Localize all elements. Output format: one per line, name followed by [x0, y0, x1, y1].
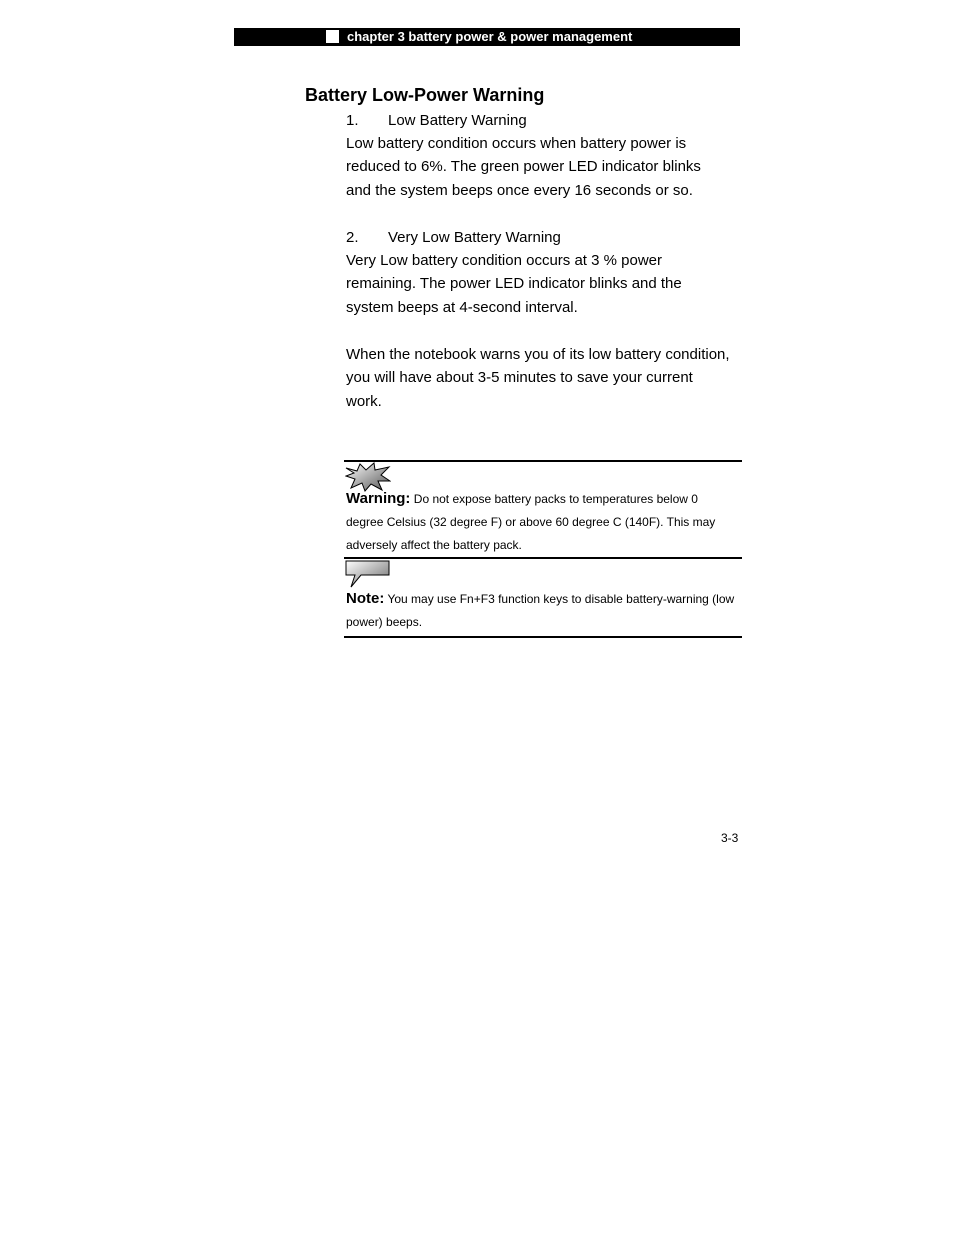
note-label: Note:: [346, 590, 385, 607]
list-item-number: 2.: [346, 229, 359, 246]
warning-label: Warning:: [346, 490, 411, 507]
closing-paragraph: [346, 343, 730, 413]
header-square-icon: [326, 30, 339, 43]
warning-callout: [346, 487, 738, 557]
note-speech-bubble-icon: [345, 559, 391, 589]
body-line: When the notebook warns you of its low battery condition,: [346, 346, 730, 363]
body-line: Very Low battery condition occurs at 3 % power: [346, 252, 662, 269]
list-item-body-1: [346, 132, 701, 202]
list-item-heading-1: [346, 111, 527, 131]
warning-text: Do not expose battery packs to temperatures below 0 degree Celsius (32 degree F) or above 60 degree C (140F). This may adversely affect the battery pack.: [346, 492, 716, 552]
note-text: You may use Fn+F3 function keys to disable battery-warning (low power) beeps.: [346, 592, 735, 629]
note-callout: [346, 587, 738, 634]
chapter-header-title: chapter 3 battery power & power management: [347, 29, 633, 44]
body-line: you will have about 3-5 minutes to save your current: [346, 369, 693, 387]
warning-top-rule: [344, 460, 742, 462]
list-item-body-2: [346, 249, 682, 319]
section-title: Battery Low-Power Warning: [305, 85, 545, 105]
note-bottom-rule: [344, 636, 742, 638]
body-line: system beeps at 4-second interval.: [346, 298, 578, 316]
warning-bottom-rule: [344, 557, 742, 559]
list-item-heading-2: [346, 228, 561, 248]
body-line: reduced to 6%. The green power LED indicator blinks: [346, 158, 701, 176]
body-line: work.: [346, 392, 382, 410]
body-line: and the system beeps once every 16 seconds or so.: [346, 181, 693, 199]
chapter-header-bar: [234, 28, 740, 46]
list-item-number: 1.: [346, 112, 359, 129]
page-number: 3-3: [721, 831, 739, 845]
list-item-heading: Low Battery Warning: [388, 112, 527, 129]
body-line: remaining. The power LED indicator blinks and the: [346, 275, 682, 293]
list-item-heading: Very Low Battery Warning: [388, 229, 561, 246]
body-line: Low battery condition occurs when battery power is: [346, 135, 687, 152]
